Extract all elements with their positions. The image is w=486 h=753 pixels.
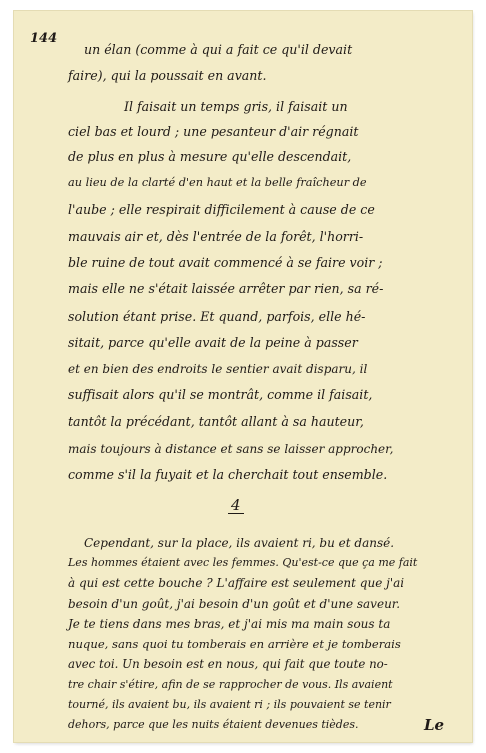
text-line: tantôt la précédant, tantôt allant à sa hauteur,	[68, 414, 364, 429]
text-line: comme s'il la fuyait et la cherchait tout ensemble.	[68, 467, 388, 482]
text-line: l'aube ; elle respirait difficilement à cause de ce	[68, 202, 375, 217]
section-number: 4	[228, 497, 244, 514]
text-line: suffisait alors qu'il se montrât, comme il faisait,	[68, 387, 373, 402]
text-line: faire), qui la poussait en avant.	[68, 68, 267, 83]
text-line: mais toujours à distance et sans se laisser approcher,	[68, 442, 394, 456]
text-line: dehors, parce que les nuits étaient devenues tièdes.	[68, 718, 359, 731]
text-line: à qui est cette bouche ? L'affaire est seulement que j'ai	[68, 576, 405, 591]
text-line: un élan (comme à qui a fait ce qu'il devait	[84, 42, 353, 57]
text-line: au lieu de la clarté d'en haut et la belle fraîcheur de	[68, 176, 367, 189]
text-line: mais elle ne s'était laissée arrêter par rien, sa ré-	[68, 281, 384, 296]
text-line: Il faisait un temps gris, il faisait un	[124, 99, 348, 114]
text-line: Les hommes étaient avec les femmes. Qu'est-ce que ça me fait	[68, 556, 418, 570]
text-line: avec toi. Un besoin est en nous, qui fait que toute no-	[68, 657, 388, 672]
manuscript-page	[14, 11, 472, 742]
text-line: tourné, ils avaient bu, ils avaient ri ; ils pouvaient se tenir	[68, 697, 391, 711]
catchword: Le	[424, 716, 445, 734]
text-line: et en bien des endroits le sentier avait disparu, il	[68, 362, 368, 376]
text-line: ciel bas et lourd ; une pesanteur d'air régnait	[68, 124, 359, 139]
text-line: besoin d'un goût, j'ai besoin d'un goût et d'une saveur.	[68, 596, 401, 611]
page-number: 144	[30, 31, 58, 46]
text-line: nuque, sans quoi tu tomberais en arrière et je tomberais	[68, 637, 401, 652]
text-line: de plus en plus à mesure qu'elle descendait,	[68, 149, 352, 164]
text-line: ble ruine de tout avait commencé à se faire voir ;	[68, 255, 383, 270]
text-line: Cependant, sur la place, ils avaient ri, bu et dansé.	[84, 536, 395, 550]
text-line: mauvais air et, dès l'entrée de la forêt, l'horri-	[68, 229, 364, 244]
text-line: Je te tiens dans mes bras, et j'ai mis ma main sous ta	[68, 616, 391, 631]
text-line: solution étant prise. Et quand, parfois, elle hé-	[68, 309, 366, 324]
text-line: sitait, parce qu'elle avait de la peine à passer	[68, 335, 358, 350]
text-line: tre chair s'étire, afin de se rapprocher de vous. Ils avaient	[68, 677, 393, 691]
